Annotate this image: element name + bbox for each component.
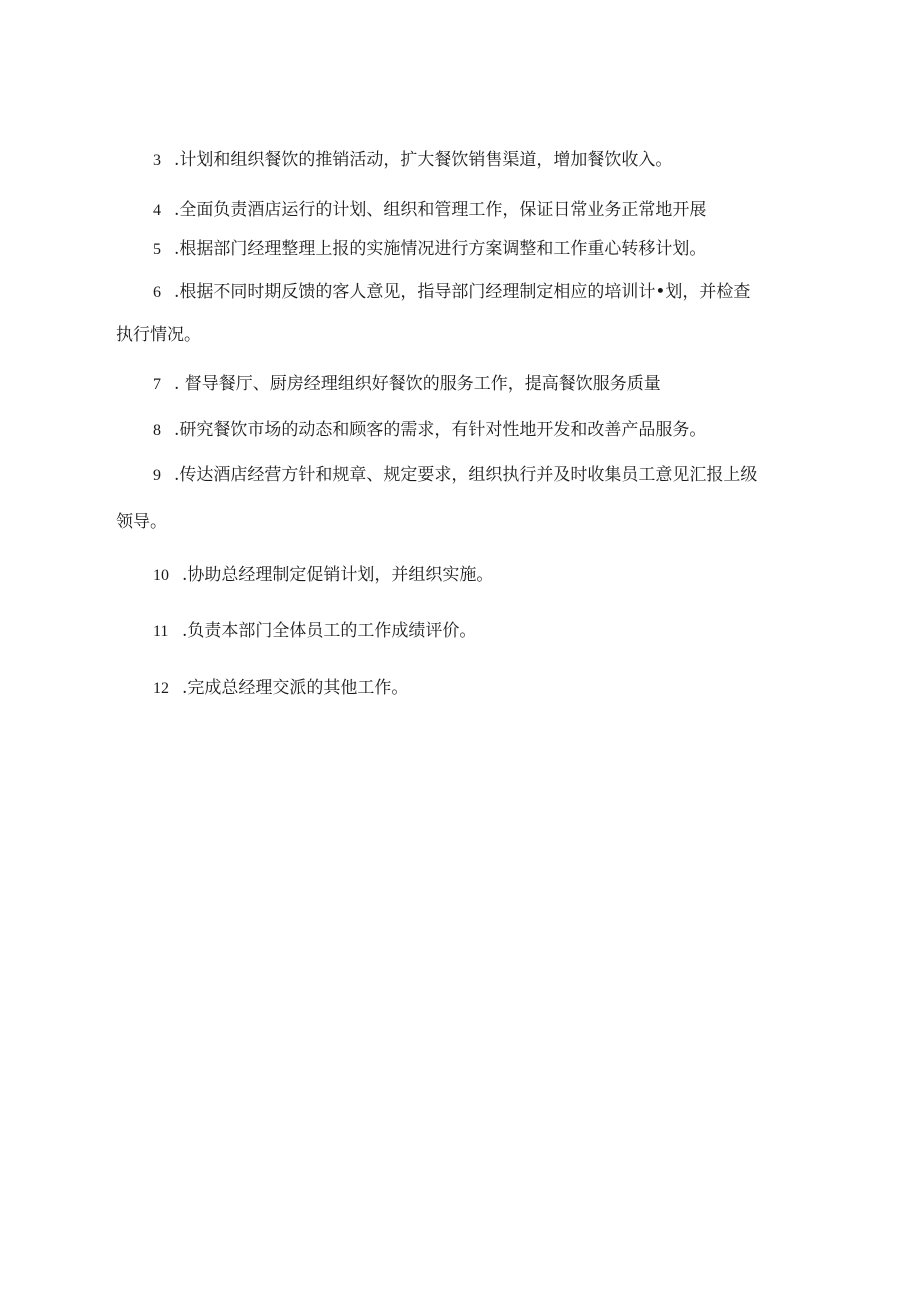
item-number: 6 [153, 284, 161, 301]
item-number: 9 [153, 467, 161, 484]
item-number: 8 [153, 422, 161, 439]
item-number: 3 [153, 152, 161, 169]
item-number: 4 [153, 202, 161, 219]
item-text: .完成总经理交派的其他工作。 [182, 678, 409, 698]
item-number: 5 [153, 241, 161, 258]
item-number: 10 [153, 567, 169, 584]
item-text: .根据不同时期反馈的客人意见，指导部门经理制定相应的培训计•划，并检查 [174, 282, 751, 302]
item-continuation: 执行情况。 [116, 325, 201, 345]
item-text: . 督导餐厅、厨房经理组织好餐饮的服务工作，提高餐饮服务质量 [174, 374, 661, 394]
item-text: .传达酒店经营方针和规章、规定要求，组织执行并及时收集员工意见汇报上级 [174, 465, 758, 485]
item-text: .研究餐饮市场的动态和顾客的需求，有针对性地开发和改善产品服务。 [174, 420, 707, 440]
item-text: .计划和组织餐饮的推销活动，扩大餐饮销售渠道，增加餐饮收入。 [174, 150, 673, 170]
item-number: 7 [153, 376, 161, 393]
item-text: .全面负责酒店运行的计划、组织和管理工作，保证日常业务正常地开展 [174, 200, 707, 220]
item-text: .协助总经理制定促销计划，并组织实施。 [182, 565, 494, 585]
item-number: 12 [153, 680, 169, 697]
item-number: 11 [153, 623, 169, 640]
item-text: .负责本部门全体员工的工作成绩评价。 [182, 621, 477, 641]
item-continuation: 领导。 [116, 512, 167, 532]
item-text: .根据部门经理整理上报的实施情况进行方案调整和工作重心转移计划。 [174, 239, 707, 259]
